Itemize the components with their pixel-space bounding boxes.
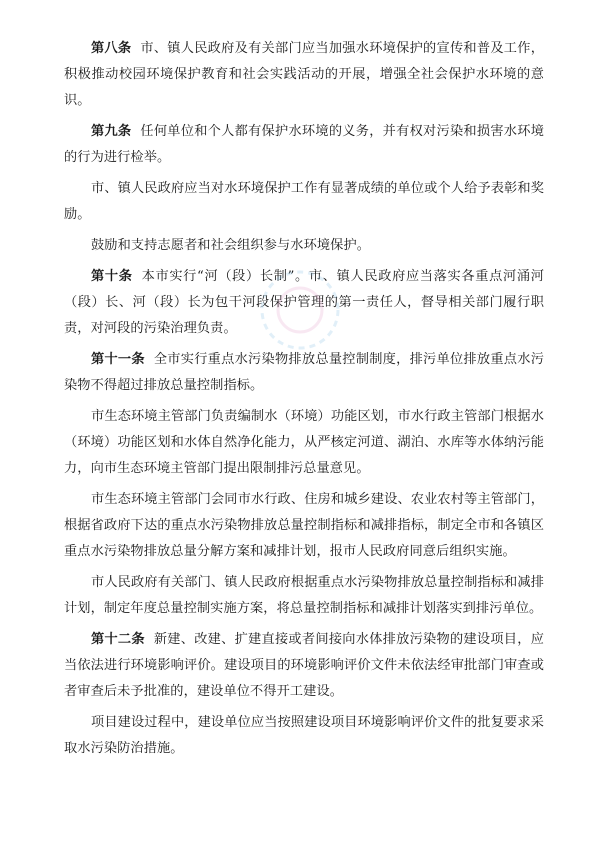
- paragraph-article-11: [64, 347, 544, 399]
- paragraph-article-8: [64, 36, 544, 114]
- article-text: 新建、改建、扩建直接或者间接向水体排放污染物的建设项目，应当依法进行环境影响评价。建设项目的环境影响评价文件未依法经审批部门审查或者审查后未予批准的，建设单位不得开工建设。: [64, 632, 544, 699]
- paragraph-text: 市生态环境主管部门会同市水行政、住房和城乡建设、农业农村等主管部门，根据省政府下达的重点水污染物排放总量控制指标和减排指标，制定全市和各镇区重点水污染物排放总量分解方案和减排计划，报市人民政府同意后组织实施。: [64, 492, 544, 559]
- paragraph-text: 市生态环境主管部门负责编制水（环境）功能区划，市水行政主管部门根据水（环境）功能区划和水体自然净化能力，从严核定河道、湖泊、水库等水体纳污能力，向市生态环境主管部门提出限制排污总量意见。: [64, 409, 544, 476]
- article-text: 市、镇人民政府及有关部门应当加强水环境保护的宣传和普及工作，积极推动校园环境保护教育和社会实践活动的开展，增强全社会保护水环境的意识。: [64, 41, 544, 108]
- paragraph-article-9: [64, 119, 544, 171]
- paragraph: [64, 176, 544, 228]
- paragraph-article-12: [64, 627, 544, 705]
- paragraph: [64, 233, 544, 259]
- article-label: 第九条: [91, 124, 132, 139]
- paragraph-text: 项目建设过程中，建设单位应当按照建设项目环境影响评价文件的批复要求采取水污染防治措施。: [64, 715, 544, 756]
- paragraph-article-10: [64, 264, 544, 342]
- paragraph: [64, 404, 544, 482]
- paragraph: [64, 570, 544, 622]
- paragraph-text: 市人民政府有关部门、镇人民政府根据重点水污染物排放总量控制指标和减排计划，制定年度总量控制实施方案，将总量控制指标和减排计划落实到排污单位。: [64, 575, 544, 616]
- article-text: 任何单位和个人都有保护水环境的义务，并有权对污染和损害水环境的行为进行检举。: [64, 124, 544, 165]
- paragraph-text: 市、镇人民政府应当对水环境保护工作有显著成绩的单位或个人给予表彰和奖励。: [64, 181, 544, 222]
- article-label: 第十一条: [91, 352, 145, 367]
- article-label: 第十二条: [91, 632, 145, 647]
- paragraph: [64, 710, 544, 762]
- paragraph: [64, 487, 544, 565]
- paragraph-text: 鼓励和支持志愿者和社会组织参与水环境保护。: [91, 238, 371, 253]
- article-label: 第八条: [91, 41, 132, 56]
- article-text: 本市实行“河（段）长制”。市、镇人民政府应当落实各重点河涌河（段）长、河（段）长为包干河段保护管理的第一责任人，督导相关部门履行职责，对河段的污染治理负责。: [64, 269, 544, 336]
- article-label: 第十条: [91, 269, 133, 284]
- article-text: 全市实行重点水污染物排放总量控制制度，排污单位排放重点水污染物不得超过排放总量控制指标。: [64, 352, 544, 393]
- document-body: [64, 36, 544, 767]
